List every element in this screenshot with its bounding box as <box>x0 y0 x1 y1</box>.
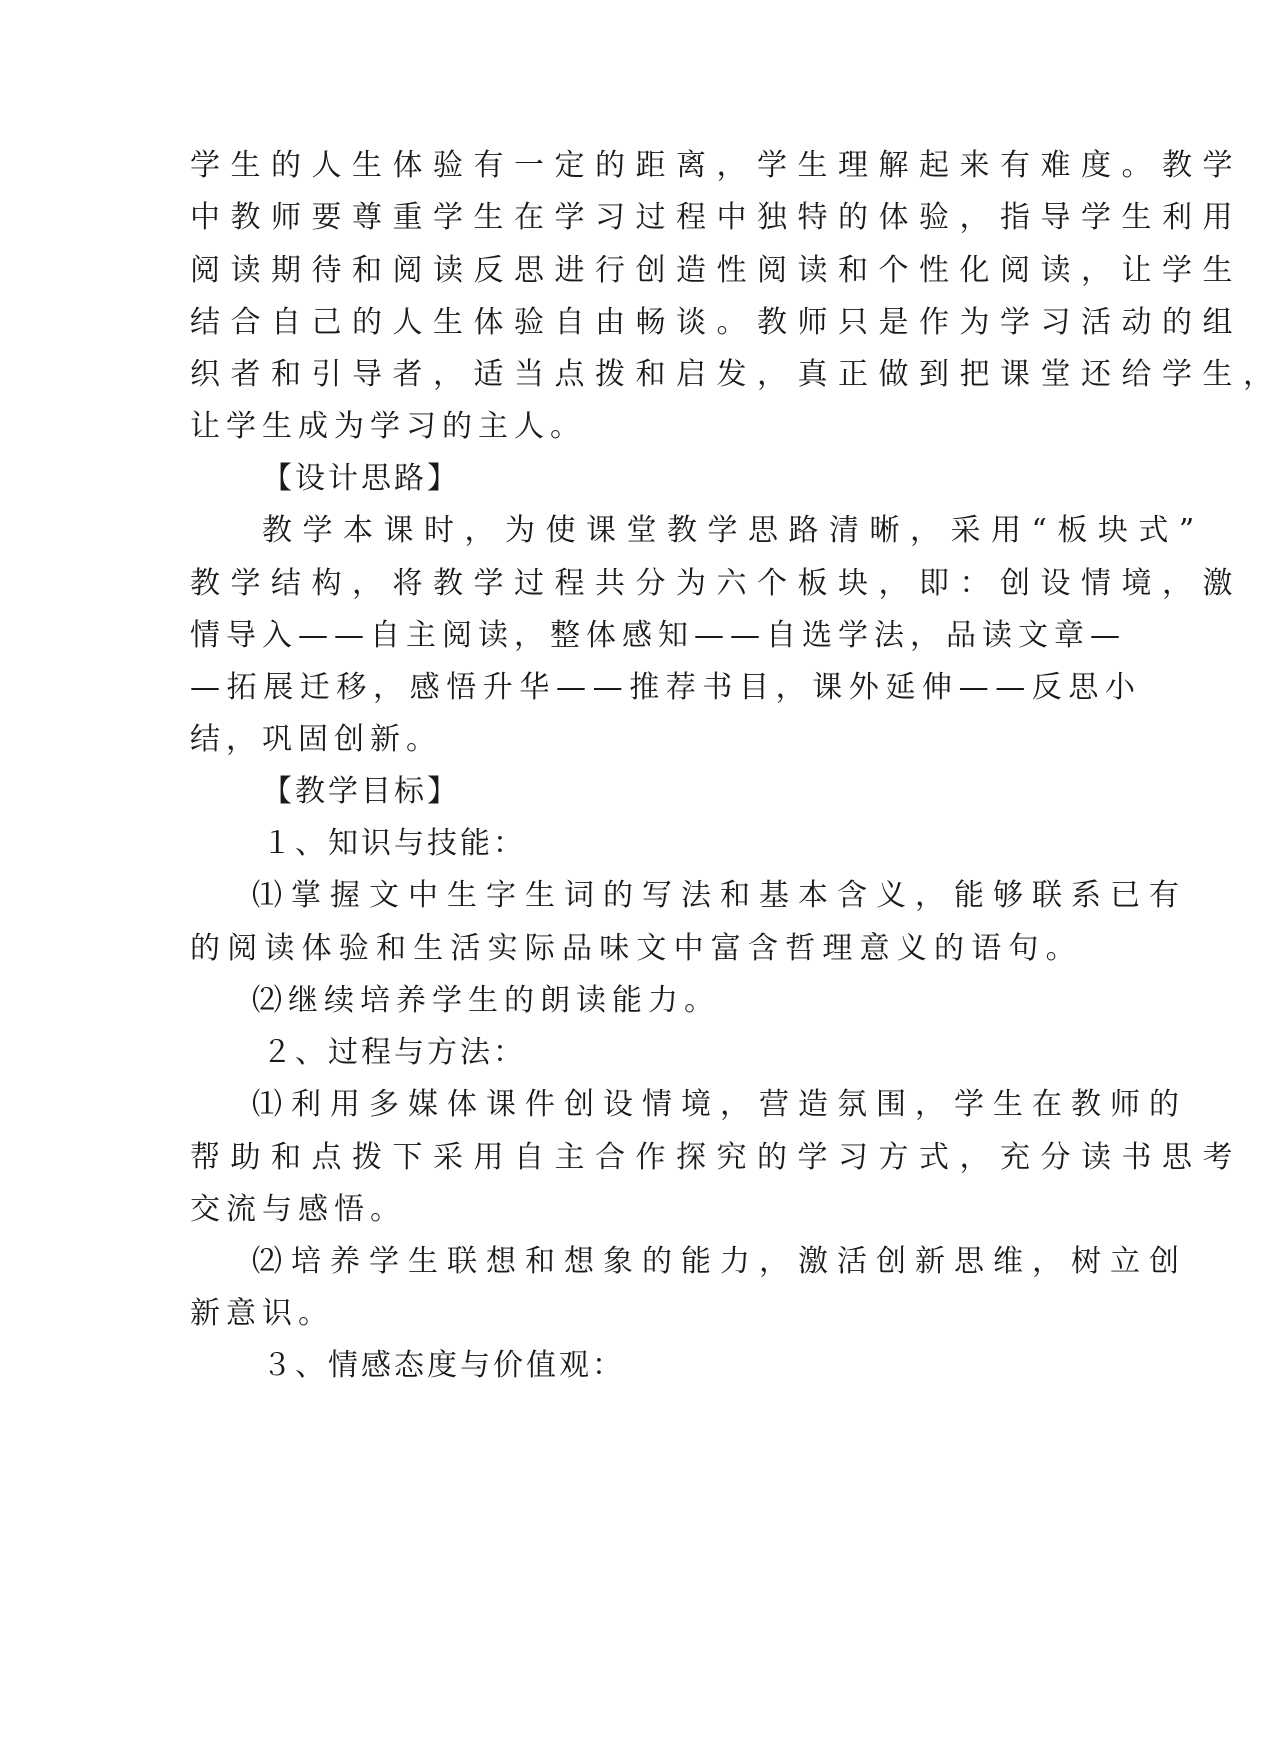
paragraph-line: 学生的人生体验有一定的距离，学生理解起来有难度。教学 <box>190 148 1243 183</box>
paragraph-line: 情导入——自主阅读，整体感知——自选学法，品读文章— <box>190 618 1126 653</box>
paragraph-line: 结，巩固创新。 <box>190 722 442 757</box>
paragraph-line: —拓展迁移，感悟升华——推荐书目，课外延伸——反思小 <box>190 670 1142 705</box>
paragraph-line: 阅读期待和阅读反思进行创造性阅读和个性化阅读，让学生 <box>190 253 1243 288</box>
goal-point-line: 帮助和点拨下采用自主合作探究的学习方式，充分读书思考 <box>190 1140 1243 1175</box>
goal-point-line: 的阅读体验和生活实际品味文中富含哲理意义的语句。 <box>190 931 1083 966</box>
paragraph-line: 让学生成为学习的主人。 <box>190 409 586 444</box>
section-heading-goals: 【教学目标】 <box>262 774 460 809</box>
goal-item-title: ２、过程与方法： <box>262 1035 526 1070</box>
paragraph-line: 教学结构，将教学过程共分为六个板块，即：创设情境，激 <box>190 566 1243 601</box>
goal-item-title: ３、情感态度与价值观： <box>262 1348 625 1383</box>
goal-point-line: ⑵培养学生联想和想象的能力，激活创新思维，树立创 <box>252 1244 1188 1279</box>
paragraph-line: 织者和引导者，适当点拨和启发，真正做到把课堂还给学生， <box>190 357 1284 392</box>
paragraph-line: 结合自己的人生体验自由畅谈。教师只是作为学习活动的组 <box>190 305 1243 340</box>
goal-point-line: ⑴利用多媒体课件创设情境，营造氛围，学生在教师的 <box>252 1087 1188 1122</box>
goal-item-title: １、知识与技能： <box>262 826 526 861</box>
goal-point-line: 新意识。 <box>190 1296 334 1331</box>
paragraph-line: 中教师要尊重学生在学习过程中独特的体验，指导学生利用 <box>190 200 1243 235</box>
goal-point-line: 交流与感悟。 <box>190 1192 406 1227</box>
section-heading-design: 【设计思路】 <box>262 461 460 496</box>
paragraph-line: 教学本课时，为使课堂教学思路清晰，采用“板块式” <box>262 513 1205 548</box>
goal-point-line: ⑵继续培养学生的朗读能力。 <box>252 983 720 1018</box>
goal-point-line: ⑴掌握文中生字生词的写法和基本含义，能够联系已有 <box>252 878 1188 913</box>
